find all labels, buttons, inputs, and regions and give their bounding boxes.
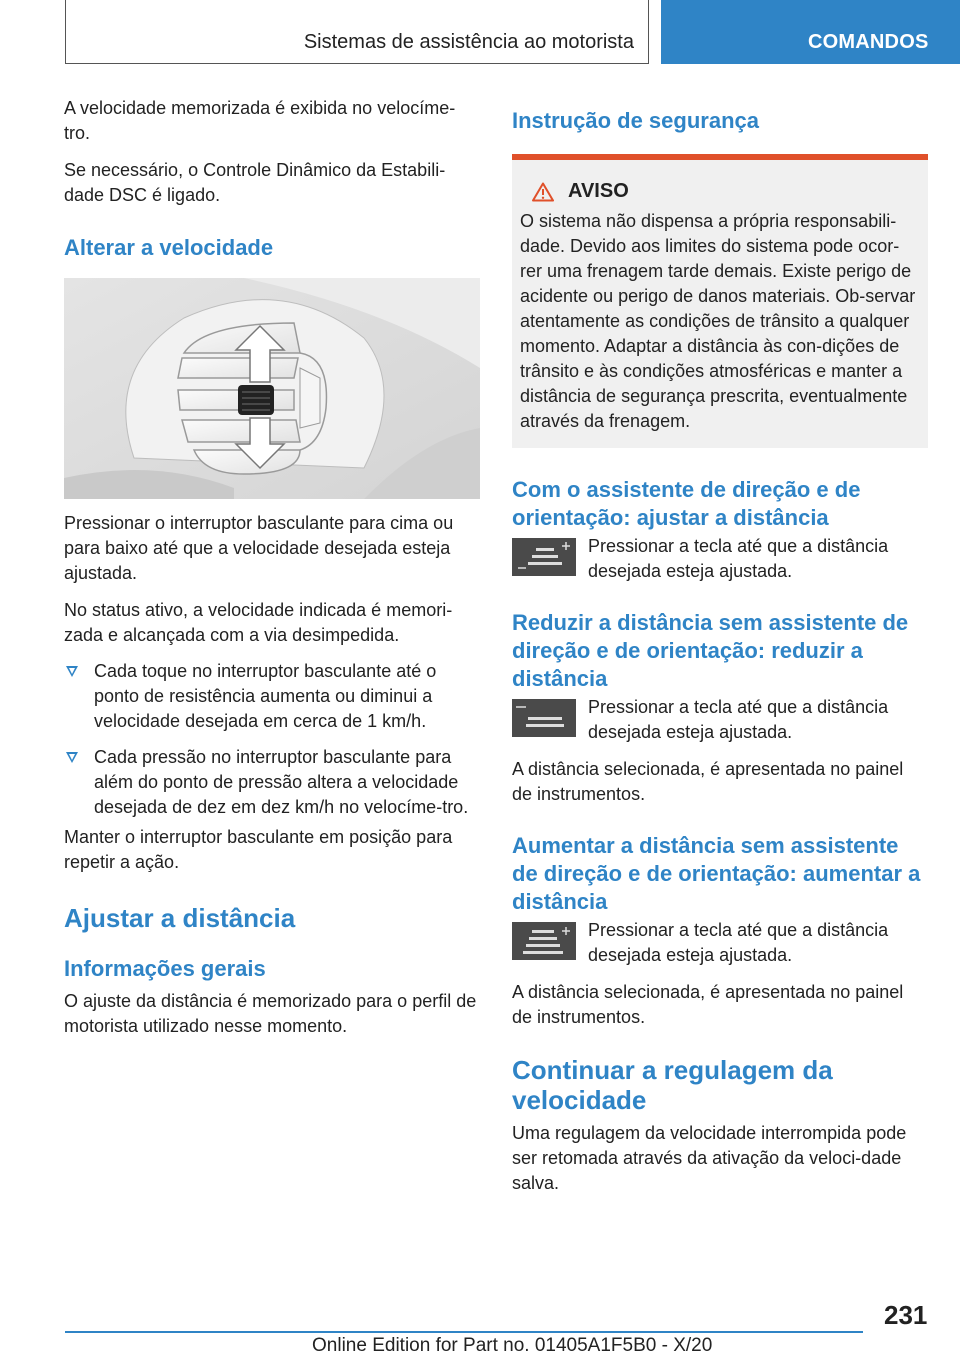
- warning-title: [532, 180, 920, 203]
- paragraph: Uma regulagem da velocidade interrompida pode ser retomada através da ativação da veloci-dade salva.: [512, 1123, 907, 1193]
- rocker-switch-icon: [64, 278, 480, 499]
- warning-text: O sistema não dispensa a própria responsabili-dade. Devido aos limites do sistema pode ocor-rer uma frenagem tarde demais. Existe perigo de acidente ou perigo de danos materiais. Ob-servar atentamente as condições de trânsito a qualquer momento. Adaptar a distância às con-dições de trânsito e às condições atmosféricas e manter a distância de segurança prescrita, eventualmente através da frenagem.: [520, 211, 916, 431]
- distance-increase-plus-button-icon: [512, 922, 576, 960]
- distance-decrease-button-icon: [512, 699, 576, 737]
- instruction-row: [512, 695, 928, 745]
- heading-aumentar-distancia: Aumentar a distância sem assistente de direção e de orientação: aumentar a distância: [512, 833, 921, 914]
- heading-informacoes-gerais: Informações gerais: [64, 956, 266, 981]
- warning-triangle-icon: [532, 182, 554, 202]
- paragraph: No status ativo, a velocidade indicada é memori-zada e alcançada com a via desimpedida.: [64, 600, 453, 645]
- right-column: [512, 96, 928, 1196]
- paragraph: Pressionar o interruptor basculante para cima ou para baixo até que a velocidade desejada esteja ajustada.: [64, 513, 454, 583]
- chapter-title: COMANDOS: [808, 31, 929, 53]
- paragraph: A distância selecionada, é apresentada no painel de instrumentos.: [512, 982, 904, 1027]
- instruction-row: [512, 534, 928, 584]
- warning-label: AVISO: [568, 180, 629, 202]
- instruction-text: Pressionar a tecla até que a distância desejada esteja ajustada.: [588, 920, 889, 965]
- instruction-row: [512, 918, 928, 968]
- distance-increase-button-icon: [512, 538, 576, 576]
- paragraph: Manter o interruptor basculante em posição para repetir a ação.: [64, 827, 453, 872]
- paragraph: A velocidade memorizada é exibida no velocíme-tro.: [64, 98, 456, 143]
- paragraph: Se necessário, o Controle Dinâmico da Estabili-dade DSC é ligado.: [64, 160, 446, 205]
- triangle-bullet-icon: [66, 666, 78, 677]
- heading-reduzir-distancia: Reduzir a distância sem assistente de direção e de orientação: reduzir a distância: [512, 610, 909, 691]
- warning-box: [512, 154, 928, 448]
- heading-instrucao-seguranca: Instrução de segurança: [512, 108, 759, 133]
- list-item: Cada pressão no interruptor basculante para além do ponto de pressão altera a velocidade desejada de dez em dez km/h no velocíme-tro.: [64, 745, 480, 820]
- page-number: 231: [884, 1300, 928, 1330]
- footer-edition: Online Edition for Part no. 01405A1F5B0 - X/20: [312, 1335, 713, 1356]
- heading-com-assistente: Com o assistente de direção e de orientação: ajustar a distância: [512, 477, 861, 530]
- list-item: Cada toque no interruptor basculante até o ponto de resistência aumenta ou diminui a velocidade desejada em cerca de 1 km/h.: [64, 659, 480, 734]
- bullet-list: [64, 659, 480, 820]
- left-column: [64, 96, 480, 1039]
- heading-alterar-velocidade: Alterar a velocidade: [64, 235, 274, 260]
- instruction-text: Pressionar a tecla até que a distância desejada esteja ajustada.: [588, 536, 889, 581]
- triangle-bullet-icon: [66, 752, 78, 763]
- footer-divider: [65, 1331, 863, 1333]
- heading-ajustar-distancia: Ajustar a distância: [64, 903, 296, 933]
- steering-wheel-button-illustration: [64, 278, 480, 499]
- section-title: Sistemas de assistência ao motorista: [303, 31, 634, 53]
- paragraph: A distância selecionada, é apresentada no painel de instrumentos.: [512, 759, 904, 804]
- instruction-text: Pressionar a tecla até que a distância desejada esteja ajustada.: [588, 697, 889, 742]
- heading-continuar-regulagem: Continuar a regulagem da velocidade: [512, 1055, 833, 1115]
- paragraph: O ajuste da distância é memorizado para o perfil de motorista utilizado nesse momento.: [64, 991, 477, 1036]
- header-section-box: [65, 0, 649, 64]
